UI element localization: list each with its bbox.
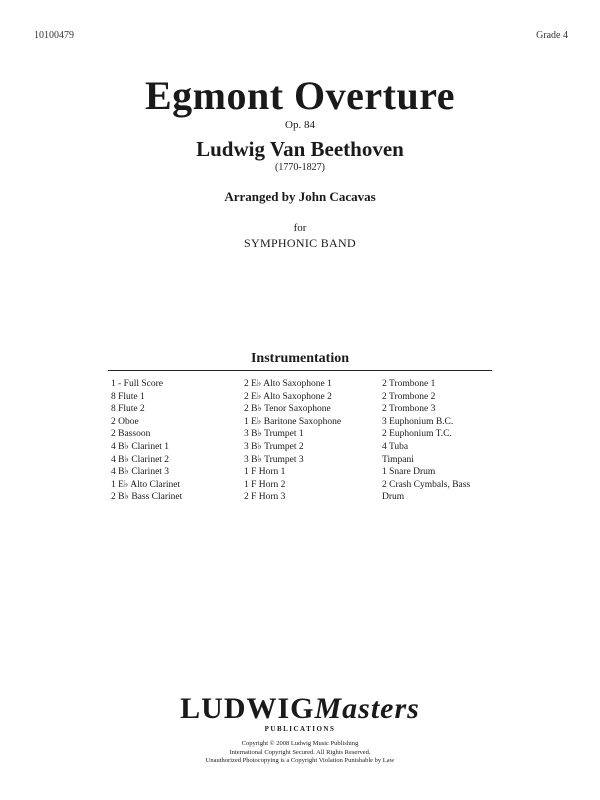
instrumentation-heading: Instrumentation: [250, 351, 349, 366]
instrument-item: 1 E♭ Baritone Saxophone: [244, 416, 342, 427]
for-label: for: [293, 222, 307, 234]
copyright-notice: [0, 740, 600, 766]
instrument-item: 2 Bassoon: [111, 429, 151, 440]
catalog-number: 10100479: [34, 30, 74, 41]
instrument-item: 4 B♭ Clarinet 2: [111, 454, 170, 465]
instrument-item: 3 B♭ Trumpet 2: [244, 441, 304, 452]
grade-label: Grade 4: [536, 30, 568, 41]
publisher-logo-sub: PUBLICATIONS: [264, 725, 336, 733]
instrument-item: 1 E♭ Alto Clarinet: [111, 479, 181, 490]
instrument-item: 8 Flute 2: [111, 404, 145, 415]
copyright-line: Copyright © 2008 Ludwig Music Publishing: [241, 740, 359, 747]
copyright-line: Unauthorized Photocopying is a Copyright Violation Punishable by Law: [205, 757, 395, 764]
ensemble-name: SYMPHONIC BAND: [244, 236, 356, 250]
instrument-item: 4 B♭ Clarinet 3: [111, 467, 170, 478]
instrument-item: 2 Oboe: [111, 416, 139, 427]
composer-name: Ludwig Van Beethoven: [196, 137, 404, 161]
instrument-item: 3 B♭ Trumpet 1: [244, 429, 304, 440]
instrumentation-divider: [108, 370, 492, 371]
instrument-item: 2 Euphonium T.C.: [382, 429, 452, 440]
instrument-item: 3 B♭ Trumpet 3: [244, 454, 304, 465]
copyright-line: International Copyright Secured. All Rights Reserved.: [229, 748, 371, 756]
instrument-item: 2 B♭ Tenor Saxophone: [244, 404, 331, 415]
publisher-logo: [0, 692, 600, 726]
instrument-item: 1 F Horn 1: [244, 467, 286, 478]
instrument-item: 2 Trombone 2: [382, 391, 436, 402]
instrument-list-col2: [244, 378, 341, 504]
instrument-item: Drum: [382, 492, 405, 503]
instrument-item: 3 Euphonium B.C.: [382, 416, 454, 427]
instrument-item: 2 E♭ Alto Saxophone 2: [244, 391, 332, 402]
publisher-logo-accent: Masters: [314, 692, 420, 725]
instrument-item: 2 F Horn 3: [244, 492, 286, 503]
composer-dates: (1770-1827): [275, 162, 325, 173]
instrument-item: 2 Trombone 3: [382, 404, 436, 415]
instrument-item: 1 - Full Score: [111, 379, 163, 389]
opus-number: Op. 84: [285, 119, 315, 131]
instrument-item: 8 Flute 1: [111, 391, 145, 402]
instrument-list-col1: [111, 378, 182, 504]
instrument-item: 4 Tuba: [382, 441, 409, 452]
instrument-item: 4 B♭ Clarinet 1: [111, 441, 170, 452]
instrument-item: 2 Crash Cymbals, Bass: [382, 479, 471, 490]
instrument-list-col3: [382, 378, 470, 504]
instrument-item: Timpani: [382, 454, 414, 465]
instrument-item: 1 Snare Drum: [382, 467, 436, 478]
arranger-credit: Arranged by John Cacavas: [224, 189, 376, 204]
instrument-item: 2 B♭ Bass Clarinet: [111, 492, 183, 503]
instrument-item: 2 Trombone 1: [382, 379, 436, 389]
instrument-item: 2 E♭ Alto Saxophone 1: [244, 379, 332, 389]
publisher-logo-main: LUDWIG: [180, 692, 315, 725]
page-title: Egmont Overture: [144, 73, 456, 118]
instrument-item: 1 F Horn 2: [244, 479, 286, 490]
